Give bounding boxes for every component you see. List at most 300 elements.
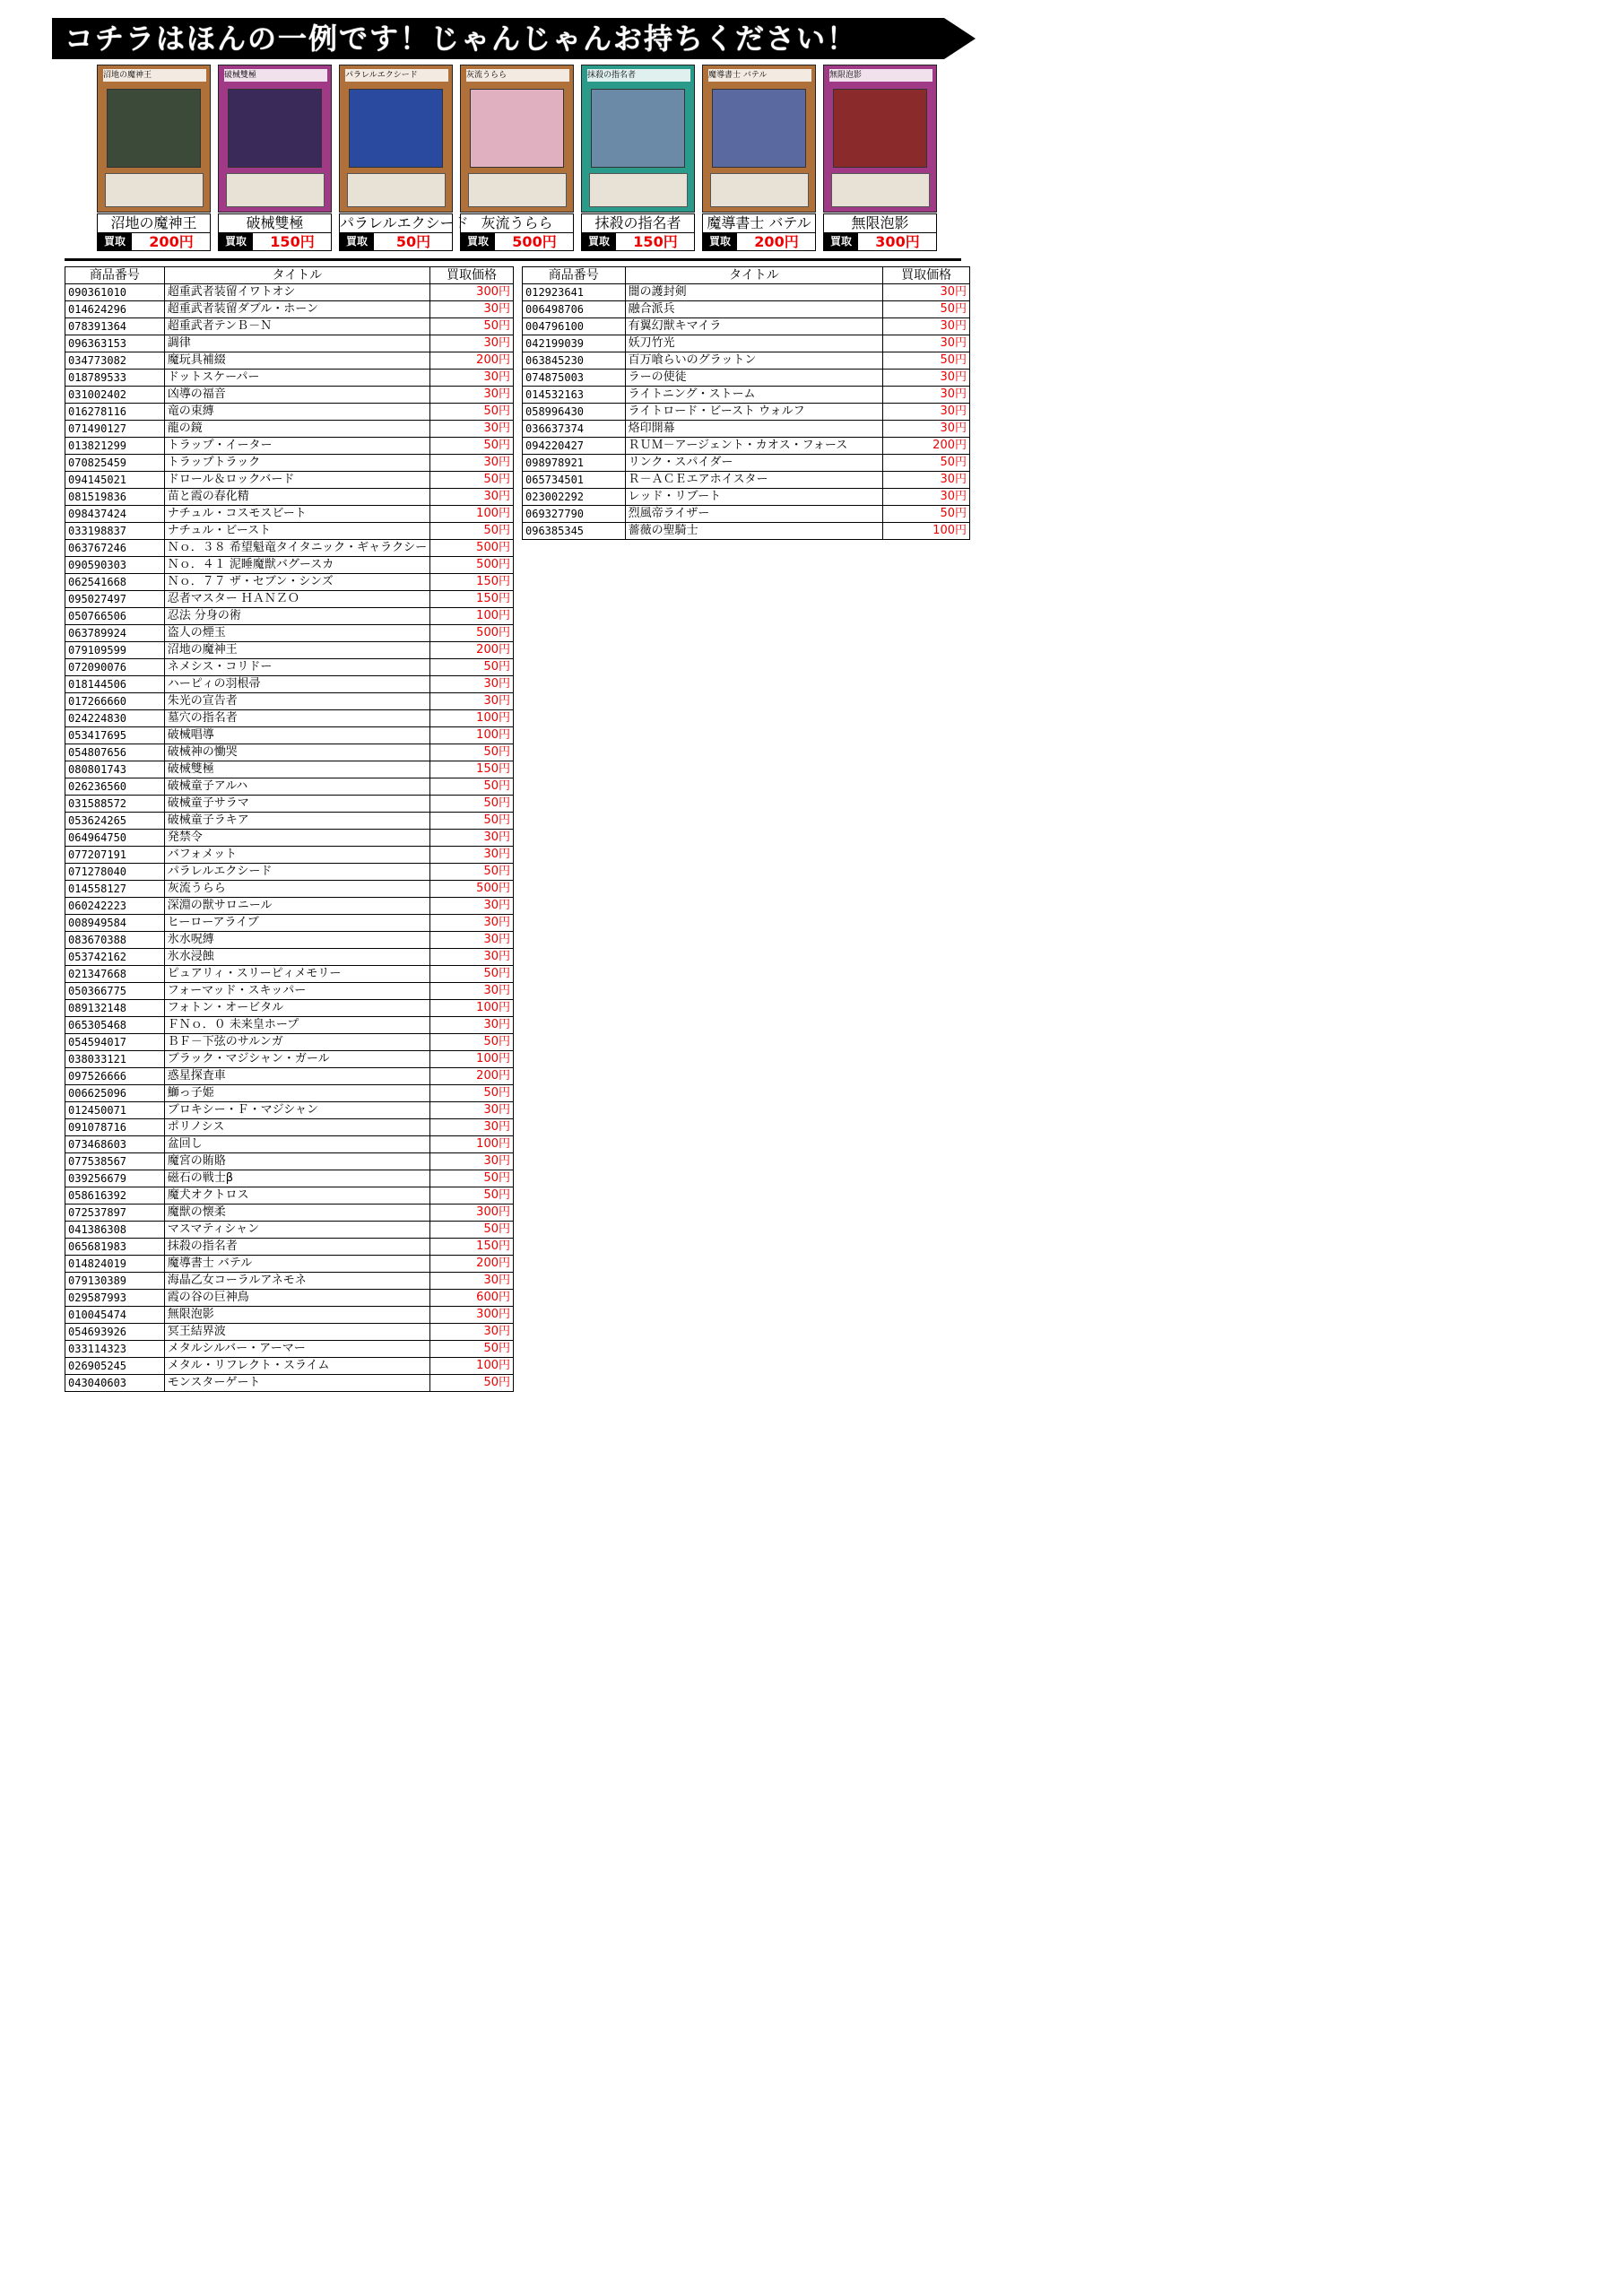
price-value: 50円 bbox=[395, 233, 431, 250]
product-code: 098437424 bbox=[65, 506, 165, 523]
buy-price: 30円 bbox=[430, 676, 514, 693]
product-code: 074875003 bbox=[523, 370, 626, 387]
product-title: 融合派兵 bbox=[625, 301, 883, 318]
card-image-name: 抹殺の指名者 bbox=[587, 69, 690, 82]
product-title: トラップトラック bbox=[164, 455, 429, 472]
header-price: 買取価格 bbox=[883, 267, 970, 284]
buy-price: 30円 bbox=[430, 830, 514, 847]
table-row bbox=[65, 1085, 514, 1102]
product-code: 014532163 bbox=[523, 387, 626, 404]
product-title: ナチュル・ビースト bbox=[164, 523, 429, 540]
buy-price: 100円 bbox=[430, 608, 514, 625]
product-code: 014824019 bbox=[65, 1256, 165, 1273]
table-row bbox=[65, 1205, 514, 1222]
table-row bbox=[65, 796, 514, 813]
product-title: 破械雙極 bbox=[164, 761, 429, 778]
table-row bbox=[65, 370, 514, 387]
product-title: 魔玩具補綴 bbox=[164, 352, 429, 370]
table-row bbox=[65, 676, 514, 693]
product-code: 062541668 bbox=[65, 574, 165, 591]
buy-price: 50円 bbox=[430, 813, 514, 830]
buy-price: 30円 bbox=[883, 472, 970, 489]
product-title: ネメシス・コリドー bbox=[164, 659, 429, 676]
card-image bbox=[339, 65, 453, 213]
buy-price: 50円 bbox=[430, 744, 514, 761]
table-row bbox=[65, 693, 514, 710]
product-code: 079130389 bbox=[65, 1273, 165, 1290]
product-title: 百万喰らいのグラットン bbox=[625, 352, 883, 370]
product-title: 鰤っ子姫 bbox=[164, 1085, 429, 1102]
card-name: 沼地の魔神王 bbox=[97, 213, 211, 233]
table-row bbox=[65, 1358, 514, 1375]
header-code: 商品番号 bbox=[523, 267, 626, 284]
card-art bbox=[591, 89, 685, 168]
price-label: 買取 bbox=[340, 233, 374, 250]
product-code: 006498706 bbox=[523, 301, 626, 318]
table-row bbox=[523, 472, 970, 489]
product-code: 094220427 bbox=[523, 438, 626, 455]
product-title: 忍者マスター ＨＡＮＺＯ bbox=[164, 591, 429, 608]
featured-cards bbox=[97, 65, 963, 253]
card-text-box bbox=[347, 173, 446, 207]
product-title: 盗人の煙玉 bbox=[164, 625, 429, 642]
product-title: 超重武者装留ダブル・ホーン bbox=[164, 301, 429, 318]
product-code: 096363153 bbox=[65, 335, 165, 352]
buy-price: 30円 bbox=[883, 421, 970, 438]
table-row bbox=[65, 1102, 514, 1119]
table-row bbox=[65, 761, 514, 778]
product-code: 039256679 bbox=[65, 1170, 165, 1187]
buy-price: 30円 bbox=[883, 404, 970, 421]
table-row bbox=[523, 523, 970, 540]
product-title: 墓穴の指名者 bbox=[164, 710, 429, 727]
buy-price: 100円 bbox=[430, 1136, 514, 1153]
buy-price: 50円 bbox=[430, 523, 514, 540]
buy-price: 30円 bbox=[430, 1102, 514, 1119]
card-art bbox=[712, 89, 806, 168]
card-name: 無限泡影 bbox=[823, 213, 937, 233]
table-row bbox=[523, 301, 970, 318]
buy-price: 30円 bbox=[883, 284, 970, 301]
product-code: 058616392 bbox=[65, 1187, 165, 1205]
product-title: 烈風帝ライザー bbox=[625, 506, 883, 523]
product-title: 調律 bbox=[164, 335, 429, 352]
product-title: 発禁令 bbox=[164, 830, 429, 847]
product-title: ラーの使徒 bbox=[625, 370, 883, 387]
buy-price: 30円 bbox=[883, 387, 970, 404]
table-row bbox=[65, 1375, 514, 1392]
table-row bbox=[65, 727, 514, 744]
product-title: 抹殺の指名者 bbox=[164, 1239, 429, 1256]
product-code: 033114323 bbox=[65, 1341, 165, 1358]
buy-price: 200円 bbox=[883, 438, 970, 455]
product-title: 海晶乙女コーラルアネモネ bbox=[164, 1273, 429, 1290]
product-code: 090590303 bbox=[65, 557, 165, 574]
banner bbox=[52, 18, 976, 59]
table-row bbox=[65, 284, 514, 301]
product-code: 098978921 bbox=[523, 455, 626, 472]
card-art bbox=[349, 89, 443, 168]
product-code: 080801743 bbox=[65, 761, 165, 778]
product-code: 026905245 bbox=[65, 1358, 165, 1375]
product-code: 095027497 bbox=[65, 591, 165, 608]
buy-price: 30円 bbox=[430, 421, 514, 438]
table-row bbox=[65, 744, 514, 761]
product-title: 霞の谷の巨神鳥 bbox=[164, 1290, 429, 1307]
product-title: ブラック・マジシャン・ガール bbox=[164, 1051, 429, 1068]
table-row bbox=[65, 1256, 514, 1273]
card-image bbox=[823, 65, 937, 213]
product-code: 018789533 bbox=[65, 370, 165, 387]
buy-price: 50円 bbox=[883, 506, 970, 523]
buy-price: 100円 bbox=[883, 523, 970, 540]
product-code: 054693926 bbox=[65, 1324, 165, 1341]
buy-price: 300円 bbox=[430, 284, 514, 301]
buy-price: 50円 bbox=[430, 1222, 514, 1239]
buy-price: 100円 bbox=[430, 1051, 514, 1068]
card-image-name: 無限泡影 bbox=[829, 69, 932, 82]
product-code: 078391364 bbox=[65, 318, 165, 335]
buy-price: 150円 bbox=[430, 591, 514, 608]
product-code: 031588572 bbox=[65, 796, 165, 813]
product-code: 050766506 bbox=[65, 608, 165, 625]
table-row bbox=[65, 404, 514, 421]
table-row bbox=[65, 591, 514, 608]
product-code: 004796100 bbox=[523, 318, 626, 335]
buy-price: 600円 bbox=[430, 1290, 514, 1307]
table-row bbox=[65, 455, 514, 472]
product-title: モンスターゲート bbox=[164, 1375, 429, 1392]
buy-price: 300円 bbox=[430, 1205, 514, 1222]
table-row bbox=[65, 932, 514, 949]
buy-price: 30円 bbox=[883, 370, 970, 387]
product-title: 超重武者装留イワトオシ bbox=[164, 284, 429, 301]
product-title: メタル・リフレクト・スライム bbox=[164, 1358, 429, 1375]
buy-price: 30円 bbox=[430, 455, 514, 472]
price-value: 300円 bbox=[875, 233, 920, 250]
table-row bbox=[523, 421, 970, 438]
product-title: パラレルエクシード bbox=[164, 864, 429, 881]
header-title: タイトル bbox=[625, 267, 883, 284]
table-header-row bbox=[65, 267, 514, 284]
product-code: 071490127 bbox=[65, 421, 165, 438]
card-price bbox=[460, 233, 574, 251]
table-row bbox=[65, 898, 514, 915]
buy-price: 500円 bbox=[430, 881, 514, 898]
table-row bbox=[65, 642, 514, 659]
table-row bbox=[65, 387, 514, 404]
product-title: ＦＮｏ．０ 未来皇ホープ bbox=[164, 1017, 429, 1034]
table-row bbox=[65, 983, 514, 1000]
buy-price: 50円 bbox=[430, 966, 514, 983]
buy-price: 30円 bbox=[430, 1119, 514, 1136]
product-title: 超重武者テンＢ－Ｎ bbox=[164, 318, 429, 335]
table-row bbox=[65, 438, 514, 455]
card-name: 魔導書士 バテル bbox=[702, 213, 816, 233]
buy-price: 30円 bbox=[430, 370, 514, 387]
product-code: 024224830 bbox=[65, 710, 165, 727]
product-title: 盆回し bbox=[164, 1136, 429, 1153]
buy-price: 200円 bbox=[430, 642, 514, 659]
product-code: 064964750 bbox=[65, 830, 165, 847]
product-code: 054807656 bbox=[65, 744, 165, 761]
table-row bbox=[65, 830, 514, 847]
product-code: 041386308 bbox=[65, 1222, 165, 1239]
buy-price: 30円 bbox=[430, 1324, 514, 1341]
buy-price: 200円 bbox=[430, 1256, 514, 1273]
buy-price: 50円 bbox=[430, 864, 514, 881]
buy-price: 150円 bbox=[430, 1239, 514, 1256]
card-image-name: 破械雙極 bbox=[224, 69, 327, 82]
product-code: 091078716 bbox=[65, 1119, 165, 1136]
price-label: 買取 bbox=[98, 233, 132, 250]
product-code: 023002292 bbox=[523, 489, 626, 506]
buy-price: 30円 bbox=[883, 318, 970, 335]
product-code: 038033121 bbox=[65, 1051, 165, 1068]
product-title: ナチュル・コスモスビート bbox=[164, 506, 429, 523]
featured-card bbox=[339, 65, 469, 253]
card-name: 灰流うらら bbox=[460, 213, 574, 233]
product-code: 065681983 bbox=[65, 1239, 165, 1256]
table-row bbox=[65, 608, 514, 625]
product-code: 031002402 bbox=[65, 387, 165, 404]
table-row bbox=[523, 438, 970, 455]
buy-price: 500円 bbox=[430, 540, 514, 557]
product-code: 065734501 bbox=[523, 472, 626, 489]
buy-price: 50円 bbox=[883, 352, 970, 370]
card-image-name: 灰流うらら bbox=[466, 69, 569, 82]
table-row bbox=[65, 540, 514, 557]
card-image bbox=[97, 65, 211, 213]
product-code: 013821299 bbox=[65, 438, 165, 455]
buy-price: 30円 bbox=[430, 1273, 514, 1290]
product-code: 081519836 bbox=[65, 489, 165, 506]
table-row bbox=[523, 404, 970, 421]
buy-price: 50円 bbox=[430, 1170, 514, 1187]
product-title: ドロール＆ロックバード bbox=[164, 472, 429, 489]
card-price bbox=[218, 233, 332, 251]
table-row bbox=[65, 557, 514, 574]
card-text-box bbox=[226, 173, 325, 207]
product-title: Ｎｏ．３８ 希望魁竜タイタニック・ギャラクシー bbox=[164, 540, 429, 557]
product-code: 026236560 bbox=[65, 778, 165, 796]
price-value: 500円 bbox=[512, 233, 557, 250]
product-title: 魔宮の賄賂 bbox=[164, 1153, 429, 1170]
table-row bbox=[65, 574, 514, 591]
table-row bbox=[65, 1136, 514, 1153]
table-row bbox=[65, 915, 514, 932]
product-code: 029587993 bbox=[65, 1290, 165, 1307]
table-row bbox=[523, 489, 970, 506]
product-title: 磁石の戦士β bbox=[164, 1170, 429, 1187]
product-code: 077538567 bbox=[65, 1153, 165, 1170]
product-title: 破械唱導 bbox=[164, 727, 429, 744]
card-price bbox=[823, 233, 937, 251]
product-code: 083670388 bbox=[65, 932, 165, 949]
product-code: 077207191 bbox=[65, 847, 165, 864]
product-title: 深淵の獣サロニール bbox=[164, 898, 429, 915]
product-code: 053742162 bbox=[65, 949, 165, 966]
buy-price: 50円 bbox=[430, 404, 514, 421]
product-code: 043040603 bbox=[65, 1375, 165, 1392]
table-row bbox=[65, 1341, 514, 1358]
product-code: 012923641 bbox=[523, 284, 626, 301]
product-title: ドットスケーパー bbox=[164, 370, 429, 387]
table-header-row bbox=[523, 267, 970, 284]
table-row bbox=[65, 1324, 514, 1341]
table-row bbox=[523, 506, 970, 523]
card-image-name: 魔導書士 バテル bbox=[708, 69, 811, 82]
table-row bbox=[65, 1239, 514, 1256]
card-art bbox=[228, 89, 322, 168]
table-row bbox=[65, 813, 514, 830]
card-image-name: パラレルエクシード bbox=[345, 69, 448, 82]
card-image-name: 沼地の魔神王 bbox=[103, 69, 206, 82]
buy-price: 50円 bbox=[430, 1187, 514, 1205]
price-value: 150円 bbox=[633, 233, 678, 250]
table-row bbox=[65, 352, 514, 370]
product-code: 089132148 bbox=[65, 1000, 165, 1017]
product-code: 065305468 bbox=[65, 1017, 165, 1034]
buy-price: 50円 bbox=[430, 1085, 514, 1102]
table-row bbox=[65, 778, 514, 796]
buy-price: 30円 bbox=[883, 489, 970, 506]
table-row bbox=[65, 489, 514, 506]
card-text-box bbox=[589, 173, 688, 207]
product-code: 063789924 bbox=[65, 625, 165, 642]
table-row bbox=[65, 1273, 514, 1290]
product-title: 魔獣の懐柔 bbox=[164, 1205, 429, 1222]
product-code: 050366775 bbox=[65, 983, 165, 1000]
card-art bbox=[107, 89, 201, 168]
price-label: 買取 bbox=[219, 233, 253, 250]
product-title: ライトニング・ストーム bbox=[625, 387, 883, 404]
product-title: Ｒ－ＡＣＥエアホイスター bbox=[625, 472, 883, 489]
product-title: 魔犬オクトロス bbox=[164, 1187, 429, 1205]
product-code: 060242223 bbox=[65, 898, 165, 915]
table-row bbox=[65, 1170, 514, 1187]
product-title: フォトン・オービタル bbox=[164, 1000, 429, 1017]
product-code: 063845230 bbox=[523, 352, 626, 370]
price-label: 買取 bbox=[824, 233, 858, 250]
table-row bbox=[523, 370, 970, 387]
product-title: 苗と霞の春化精 bbox=[164, 489, 429, 506]
table-row bbox=[65, 1017, 514, 1034]
table-row bbox=[65, 1119, 514, 1136]
buy-price: 200円 bbox=[430, 352, 514, 370]
product-title: 薔薇の聖騎士 bbox=[625, 523, 883, 540]
card-art bbox=[833, 89, 927, 168]
product-code: 034773082 bbox=[65, 352, 165, 370]
product-code: 036637374 bbox=[523, 421, 626, 438]
price-label: 買取 bbox=[703, 233, 737, 250]
product-title: 氷水呪縛 bbox=[164, 932, 429, 949]
buy-price: 30円 bbox=[430, 693, 514, 710]
product-title: 破械童子ラキア bbox=[164, 813, 429, 830]
price-table-left bbox=[65, 266, 514, 1392]
product-title: 破械童子サラマ bbox=[164, 796, 429, 813]
buy-price: 30円 bbox=[430, 1017, 514, 1034]
product-title: 竜の束縛 bbox=[164, 404, 429, 421]
price-label: 買取 bbox=[461, 233, 495, 250]
buy-price: 50円 bbox=[430, 438, 514, 455]
card-image bbox=[218, 65, 332, 213]
product-code: 090361010 bbox=[65, 284, 165, 301]
buy-price: 30円 bbox=[430, 932, 514, 949]
buy-price: 50円 bbox=[883, 455, 970, 472]
product-title: ＢＦ－下弦のサルンガ bbox=[164, 1034, 429, 1051]
buy-price: 150円 bbox=[430, 761, 514, 778]
product-code: 071278040 bbox=[65, 864, 165, 881]
table-row bbox=[65, 1290, 514, 1307]
table-row bbox=[65, 335, 514, 352]
product-title: 魔導書士 バテル bbox=[164, 1256, 429, 1273]
table-row bbox=[65, 1034, 514, 1051]
featured-card bbox=[702, 65, 816, 253]
buy-price: 50円 bbox=[430, 659, 514, 676]
buy-price: 30円 bbox=[430, 1153, 514, 1170]
price-value: 150円 bbox=[270, 233, 315, 250]
table-row bbox=[65, 1068, 514, 1085]
product-code: 012450071 bbox=[65, 1102, 165, 1119]
buy-price: 50円 bbox=[883, 301, 970, 318]
card-price bbox=[339, 233, 453, 251]
table-row bbox=[65, 1307, 514, 1324]
buy-price: 100円 bbox=[430, 506, 514, 523]
header-code: 商品番号 bbox=[65, 267, 165, 284]
table-row bbox=[65, 966, 514, 983]
table-row bbox=[65, 864, 514, 881]
product-code: 017266660 bbox=[65, 693, 165, 710]
product-code: 014624296 bbox=[65, 301, 165, 318]
table-row bbox=[65, 1153, 514, 1170]
product-title: リンク・スパイダー bbox=[625, 455, 883, 472]
card-price bbox=[97, 233, 211, 251]
product-title: 凶導の福音 bbox=[164, 387, 429, 404]
product-title: 有翼幻獣キマイラ bbox=[625, 318, 883, 335]
buy-price: 30円 bbox=[430, 387, 514, 404]
product-code: 014558127 bbox=[65, 881, 165, 898]
product-code: 008949584 bbox=[65, 915, 165, 932]
card-image bbox=[460, 65, 574, 213]
table-row bbox=[65, 1187, 514, 1205]
product-code: 069327790 bbox=[523, 506, 626, 523]
card-text-box bbox=[831, 173, 930, 207]
card-name: パラレルエクシード bbox=[340, 214, 469, 231]
product-title: 沼地の魔神王 bbox=[164, 642, 429, 659]
product-title: メタルシルバー・アーマー bbox=[164, 1341, 429, 1358]
product-code: 072537897 bbox=[65, 1205, 165, 1222]
buy-price: 50円 bbox=[430, 1375, 514, 1392]
buy-price: 30円 bbox=[883, 335, 970, 352]
price-label: 買取 bbox=[582, 233, 616, 250]
product-code: 079109599 bbox=[65, 642, 165, 659]
buy-price: 30円 bbox=[430, 301, 514, 318]
table-row bbox=[65, 1222, 514, 1239]
product-title: トラップ・イーター bbox=[164, 438, 429, 455]
table-row bbox=[65, 1051, 514, 1068]
table-row bbox=[523, 284, 970, 301]
product-title: ライトロード・ビースト ウォルフ bbox=[625, 404, 883, 421]
header-price: 買取価格 bbox=[430, 267, 514, 284]
product-code: 021347668 bbox=[65, 966, 165, 983]
buy-price: 200円 bbox=[430, 1068, 514, 1085]
buy-price: 500円 bbox=[430, 557, 514, 574]
product-title: 破械神の慟哭 bbox=[164, 744, 429, 761]
buy-price: 30円 bbox=[430, 335, 514, 352]
table-row bbox=[523, 455, 970, 472]
card-text-box bbox=[105, 173, 204, 207]
